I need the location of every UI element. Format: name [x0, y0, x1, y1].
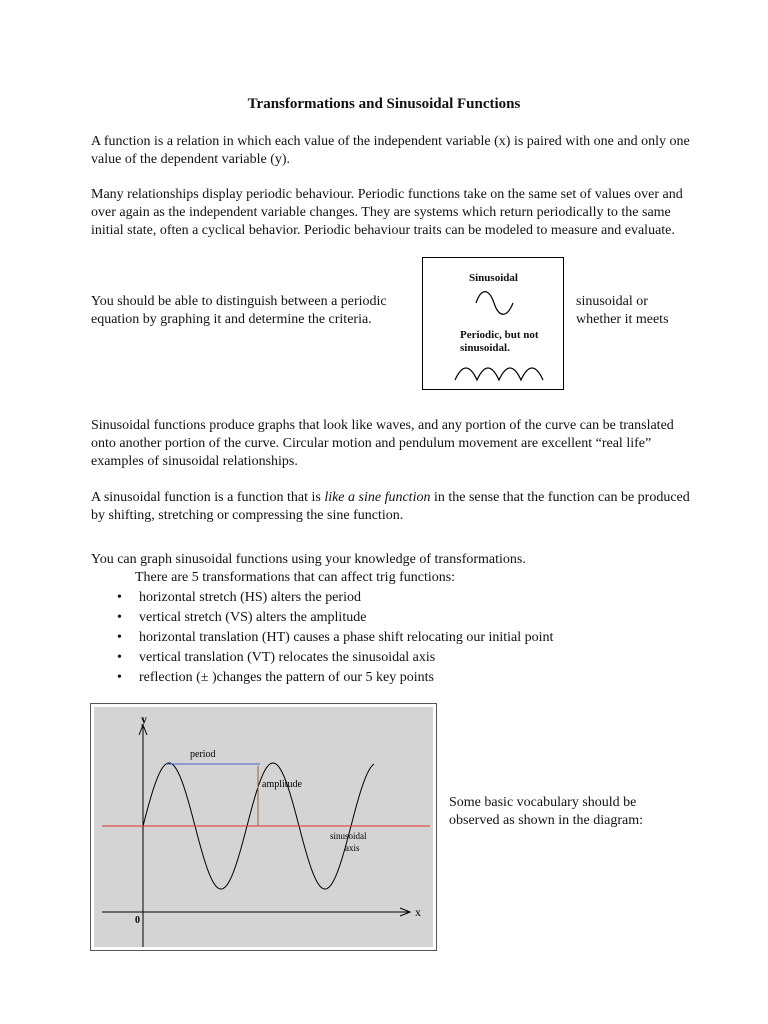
list-item	[117, 649, 677, 669]
bullet-icon: •	[117, 590, 122, 605]
list-item-text: reflection (± )changes the pattern of our 5 key points	[139, 670, 434, 685]
paragraph-five-transformations: There are 5 transformations that can affect trig functions:	[135, 570, 456, 585]
paragraph-function-definition: A function is a relation in which each value of the independent variable (x) is paired with one and only one value of the dependent variable (y).	[91, 134, 690, 167]
periodic-arches-icon	[450, 358, 550, 386]
sinusoidal-label: Sinusoidal	[469, 272, 518, 284]
amplitude-label: amplitude	[262, 779, 302, 790]
transformations-list	[117, 589, 677, 689]
bullet-icon: •	[117, 650, 122, 665]
list-item	[117, 669, 677, 689]
sinusoidal-diagram-svg	[94, 707, 433, 947]
period-label: period	[190, 749, 216, 760]
bullet-icon: •	[117, 670, 122, 685]
diagram-background	[94, 707, 433, 947]
sinusoidal-wave-icon	[471, 288, 521, 318]
bullet-icon: •	[117, 610, 122, 625]
list-item-text: horizontal stretch (HS) alters the period	[139, 590, 361, 605]
list-item	[117, 629, 677, 649]
paragraph-periodic-behaviour: Many relationships display periodic behaviour. Periodic functions take on the same set of values over and over again as the independent variable changes. They are systems which return periodically to the same initial state, often a cyclical behavior. Periodic behaviour traits can be modeled to measure and evaluate.	[91, 187, 683, 238]
sine-like-text-before: A sinusoidal function is a function that is	[91, 490, 325, 505]
periodic-not-sinusoidal-label: Periodic, but not sinusoidal.	[460, 329, 539, 354]
list-item	[117, 609, 677, 629]
origin-label: 0	[135, 915, 140, 926]
sinusoidal-axis-label-line2: axis	[345, 843, 360, 853]
paragraph-graph-transformations: You can graph sinusoidal functions using your knowledge of transformations.	[91, 552, 526, 567]
list-item-text: vertical stretch (VS) alters the amplitude	[139, 610, 367, 625]
sine-like-text-after: in the sense that the function can be produced by shifting, stretching or compressing the sine function.	[91, 490, 690, 523]
sinusoidal-axis-label-line1: sinusoidal	[330, 831, 367, 841]
sinusoidal-vs-periodic-figure	[422, 257, 564, 390]
x-axis-label: x	[415, 905, 421, 919]
y-axis-label: y	[141, 712, 147, 726]
vocabulary-note: Some basic vocabulary should be observed as shown in the diagram:	[449, 795, 644, 828]
sinusoidal-diagram	[90, 703, 437, 951]
page-title: Transformations and Sinusoidal Functions	[247, 96, 521, 112]
paragraph-sine-like	[91, 489, 691, 525]
paragraph-distinguish-left: You should be able to distinguish between a periodic equation by graphing it and determine the criteria.	[91, 294, 387, 327]
list-item-text: horizontal translation (HT) causes a phase shift relocating our initial point	[139, 630, 554, 645]
list-item	[117, 589, 677, 609]
paragraph-distinguish-right: sinusoidal or whether it meets	[576, 294, 669, 327]
bullet-icon: •	[117, 630, 122, 645]
list-item-text: vertical translation (VT) relocates the sinusoidal axis	[139, 650, 436, 665]
sine-like-italic: like a sine function	[324, 490, 431, 505]
paragraph-sinusoidal-waves: Sinusoidal functions produce graphs that look like waves, and any portion of the curve can be translated onto another portion of the curve. Circular motion and pendulum movement are excellent “real life” examples of sinusoidal relationships.	[91, 418, 674, 469]
